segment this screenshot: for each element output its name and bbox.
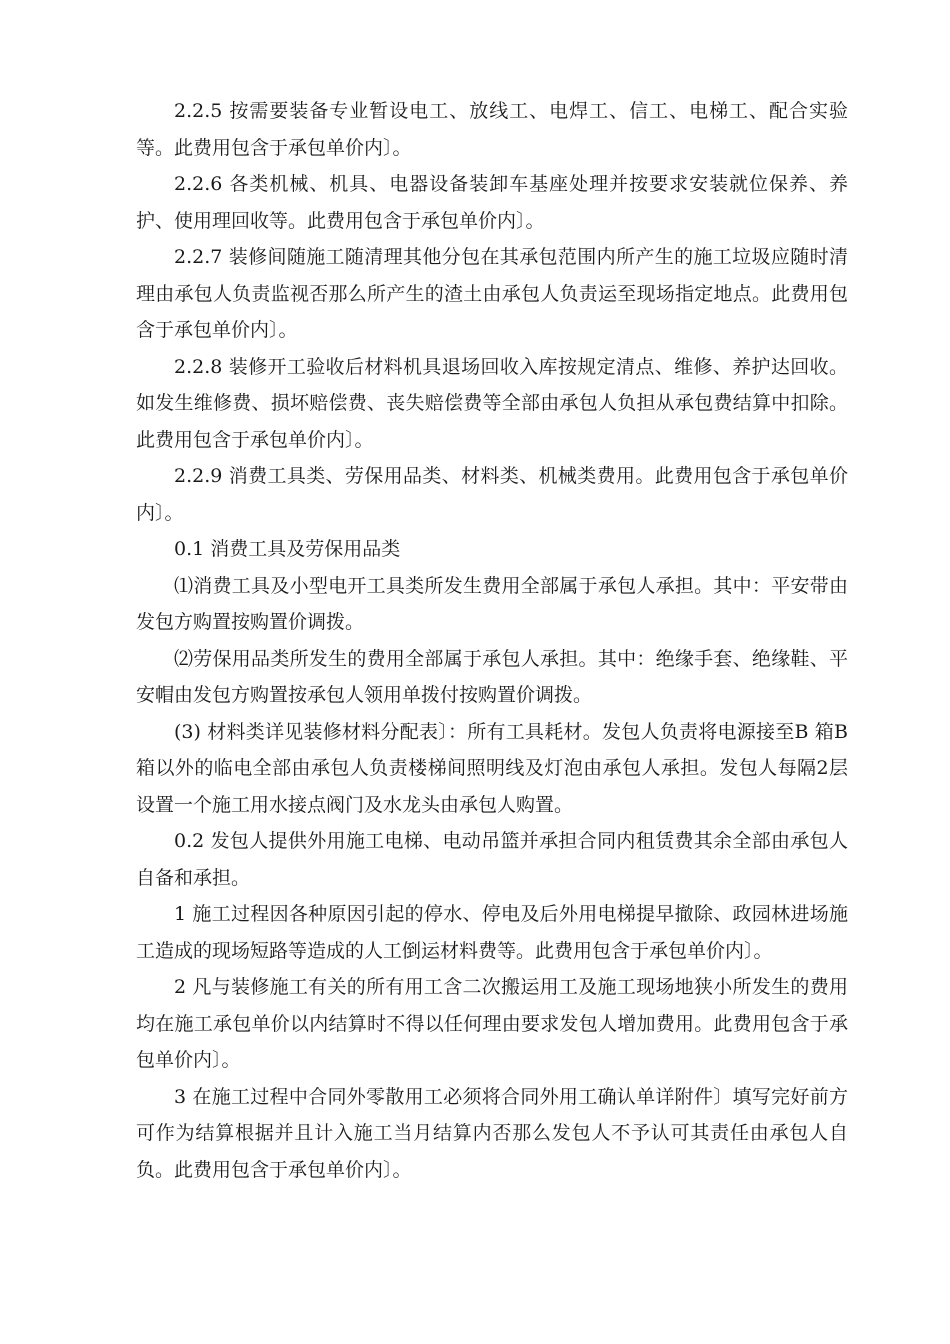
- paragraph-item-1: ⑴消费工具及小型电开工具类所发生费用全部属于承包人承担。其中：平安带由发包方购置按购置价调拨。: [136, 574, 848, 633]
- paragraph-2-2-8: 2.2.8 装修开工验收后材料机具退场回收入库按规定清点、维修、养护达回收。如发生维修费、损坏赔偿费、丧失赔偿费等全部由承包人负担从承包费结算中扣除。此费用包含于承包单价内〕。: [136, 355, 848, 451]
- paragraph-2-2-6: 2.2.6 各类机械、机具、电器设备装卸车基座处理并按要求安装就位保养、养护、使用理回收等。此费用包含于承包单价内〕。: [136, 173, 848, 232]
- paragraph-item-2: ⑵劳保用品类所发生的费用全部属于承包人承担。其中：绝缘手套、绝缘鞋、平安帽由发包方购置按承包人领用单拨付按购置价调拨。: [136, 647, 848, 706]
- paragraph-numbered-2: 2 凡与装修施工有关的所有用工含二次搬运用工及施工现场地狭小所发生的费用均在施工承包单价以内结算时不得以任何理由要求发包人增加费用。此费用包含于承包单价内〕。: [136, 976, 848, 1071]
- paragraph-0-2: 0.2 发包人提供外用施工电梯、电动吊篮并承担合同内租赁费其余全部由承包人自备和承担。: [136, 830, 848, 889]
- paragraph-numbered-1: 1 施工过程因各种原因引起的停水、停电及后外用电梯提早撤除、政园林进场施工造成的现场短路等造成的人工倒运材料费等。此费用包含于承包单价内〕。: [136, 903, 848, 962]
- paragraph-2-2-9: 2.2.9 消费工具类、劳保用品类、材料类、机械类费用。此费用包含于承包单价内〕。: [136, 465, 848, 524]
- paragraph-2-2-7: 2.2.7 装修间随施工随清理其他分包在其承包范围内所产生的施工垃圾应随时清理由承包人负责监视否那么所产生的渣土由承包人负责运至现场指定地点。此费用包含于承包单价内〕。: [136, 246, 848, 341]
- paragraph-numbered-3: 3 在施工过程中合同外零散用工必须将合同外用工确认单详附件〕填写完好前方可作为结算根据并且计入施工当月结算内否那么发包人不予认可其责任由承包人自负。此费用包含于承包单价内〕。: [136, 1085, 848, 1181]
- document-page: [136, 93, 848, 1188]
- paragraph-2-2-5: 2.2.5 按需要装备专业暂设电工、放线工、电焊工、信工、电梯工、配合实验等。此费用包含于承包单价内〕。: [136, 100, 848, 159]
- paragraph-item-3: (3) 材料类详见装修材料分配表〕：所有工具耗材。发包人负责将电源接至B 箱B 箱以外的临电全部由承包人负责楼梯间照明线及灯泡由承包人承担。发包人每隔2层设置一个施工用水接点阀门及水龙头由承包人购置。: [136, 720, 848, 816]
- section-heading-0-1: 0.1 消费工具及劳保用品类: [174, 538, 401, 560]
